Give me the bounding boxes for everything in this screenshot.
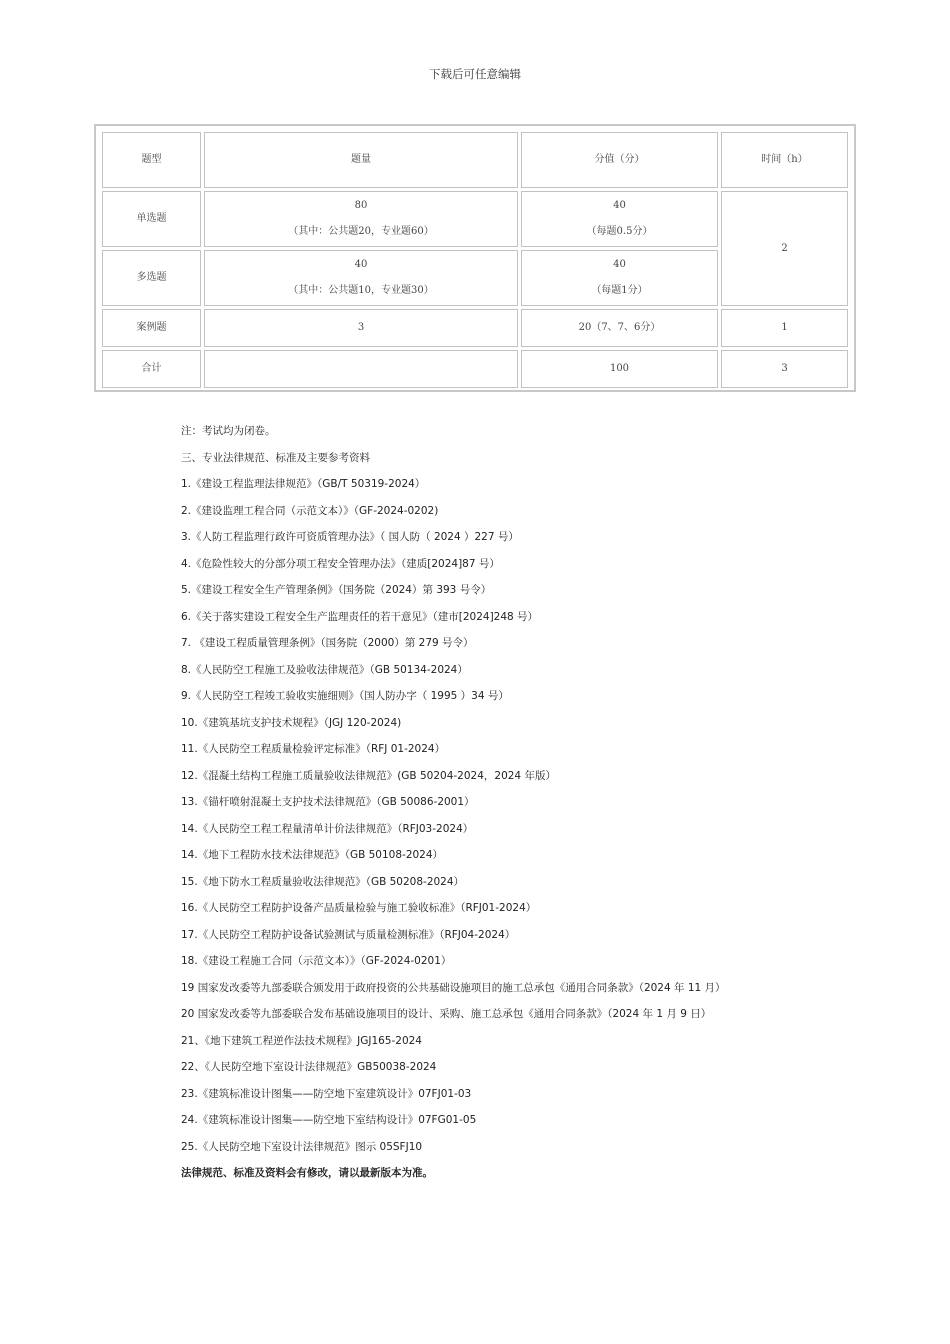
reference-item: 25.《人民防空地下室设计法律规范》图示 05SFJ10 [181,1140,423,1153]
cell-time: 1 [721,309,848,347]
cell-score [521,250,718,306]
score-note: （每题1分） [591,285,648,296]
reference-item: 23.《建筑标准设计图集——防空地下室建筑设计》07FJ01-03 [181,1087,472,1100]
cell-count [204,191,518,247]
reference-item: 5.《建设工程安全生产管理条例》（国务院（2024）第 393 号令） [181,584,492,596]
reference-item: 8.《人民防空工程施工及验收法律规范》（GB 50134-2024） [181,663,468,676]
reference-item: 15.《地下防水工程质量验收法律规范》（GB 50208-2024） [181,875,465,888]
reference-item: 4.《危险性较大的分部分项工程安全管理办法》（建质[2024]87 号） [181,557,500,570]
closing-note: 法律规范、标准及资料会有修改，请以最新版本为准。 [181,1167,433,1179]
reference-item: 17.《人民防空工程防护设备试验测试与质量检测标准》（RFJ04-2024） [181,928,516,941]
count-value: 40 [354,259,368,270]
reference-item: 13.《锚杆喷射混凝土支护技术法律规范》（GB 50086-2001） [181,796,475,808]
reference-item: 24.《建筑标准设计图集——防空地下室结构设计》07FG01-05 [181,1114,477,1126]
exam-structure-table [94,124,856,392]
table-row-case [102,309,848,347]
reference-item: 16.《人民防空工程防护设备产品质量检验与施工验收标准》（RFJ01-2024） [181,902,537,914]
cell-type: 合计 [102,350,201,388]
col-header-time: 时间（h） [721,132,848,188]
col-header-type: 题型 [102,132,201,188]
cell-time: 3 [721,350,848,388]
cell-count [204,250,518,306]
cell-type: 多选题 [102,250,201,306]
count-value: 80 [354,200,368,211]
page-header: 下载后可任意编辑 [429,67,521,81]
reference-item: 7. 《建设工程质量管理条例》（国务院（2000）第 279 号令） [181,637,474,649]
reference-item: 22、《人民防空地下室设计法律规范》GB50038-2024 [181,1061,437,1073]
col-header-count: 题量 [204,132,518,188]
score-value: 40 [613,200,626,211]
reference-list [181,471,821,1160]
score-value: 40 [613,259,626,270]
reference-item: 19 国家发改委等九部委联合颁发用于政府投资的公共基础设施项目的施工总承包《通用合同条款》（2024 年 11 月） [181,981,726,994]
exam-note: 注：考试均为闭卷。 [181,425,276,437]
cell-count: 3 [204,309,518,347]
reference-item: 3.《人防工程监理行政许可资质管理办法》（ 国人防（ 2024 ）227 号） [181,531,519,543]
cell-score [521,191,718,247]
reference-item: 18.《建设工程施工合同（示范文本）》（GF-2024-0201） [181,955,452,967]
cell-score: 100 [521,350,718,388]
score-note: （每题0.5分） [586,226,653,237]
reference-item: 2.《建设监理工程合同（示范文本）》（GF-2024-0202) [181,504,439,517]
count-note: （其中：公共题10，专业题30） [288,285,434,296]
table-row-total [102,350,848,388]
cell-type: 案例题 [102,309,201,347]
table-header-row [102,132,848,188]
document-body [181,418,821,1187]
reference-item: 21、《地下建筑工程逆作法技术规程》JGJ165-2024 [181,1034,422,1047]
reference-item: 14.《地下工程防水技术法律规范》（GB 50108-2024） [181,849,444,861]
count-note: （其中：公共题20，专业题60） [288,226,434,237]
table-row-single-choice [102,191,848,247]
reference-item: 14.《人民防空工程工程量清单计价法律规范》（RFJ03-2024） [181,822,474,835]
cell-time-shared: 2 [721,191,848,306]
reference-item: 12.《混凝土结构工程施工质量验收法律规范》(GB 50204-2024，2024 年版） [181,769,556,782]
reference-item: 20 国家发改委等九部委联合发布基础设施项目的设计、采购、施工总承包《通用合同条款》（2024 年 1 月 9 日） [181,1008,712,1020]
cell-score: 20（7、7、6分） [521,309,718,347]
col-header-score: 分值（分） [521,132,718,188]
reference-item: 9.《人民防空工程竣工验收实施细则》（国人防办字（ 1995 ）34 号） [181,690,509,702]
reference-item: 1.《建设工程监理法律规范》（GB/T 50319-2024） [181,478,426,490]
cell-type: 单选题 [102,191,201,247]
reference-item: 6.《关于落实建设工程安全生产监理责任的若干意见》（建市[2024]248 号） [181,610,539,623]
reference-item: 11.《人民防空工程质量检验评定标准》（RFJ 01-2024） [181,743,446,755]
reference-item: 10.《建筑基坑支护技术规程》（JGJ 120-2024) [181,716,402,729]
section-title: 三、专业法律规范、标准及主要参考资料 [181,451,370,464]
cell-count [204,350,518,388]
